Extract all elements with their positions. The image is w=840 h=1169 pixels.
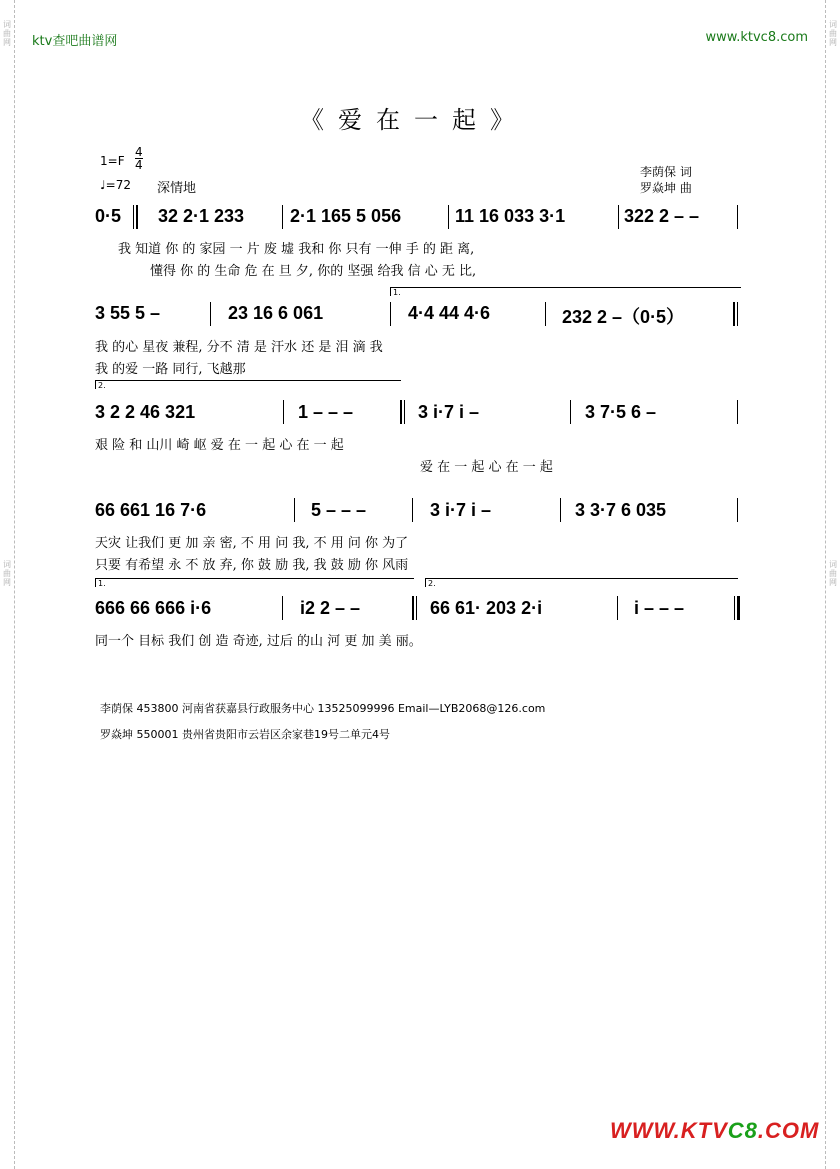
- site-logo[interactable]: WWW.KTVC8.COM: [610, 1118, 820, 1143]
- lyric-verse-2: 只要 有希望 永 不 放 弃, 你 鼓 励 我, 我 鼓 励 你 风雨: [95, 558, 409, 573]
- barline: [737, 400, 738, 424]
- repeat-start-barline: [404, 400, 405, 424]
- barline: [560, 498, 561, 522]
- final-barline: [737, 596, 740, 620]
- measure: 2·1 165 5 056: [290, 206, 402, 226]
- composer-credit: 罗焱坤 曲: [640, 181, 692, 195]
- composer-contact: 罗焱坤 550001 贵州省贵阳市云岩区余家巷19号二单元4号: [100, 728, 390, 741]
- lyric-verse-1: 天灾 让我们 更 加 亲 密, 不 用 问 我, 不 用 问 你 为了: [95, 536, 409, 551]
- repeat-start-barline: [400, 400, 402, 424]
- side-watermark: 词曲网: [829, 560, 837, 587]
- quarter-note-icon: ♩: [100, 178, 106, 192]
- measure: i2 2 – –: [300, 598, 361, 618]
- measure: 322 2 – –: [624, 206, 700, 226]
- side-watermark: 词曲网: [3, 20, 11, 47]
- song-title: 《爱在一起》: [300, 106, 528, 134]
- measure: 4·4 44 4·6: [408, 303, 491, 323]
- expression-marking: 深情地: [157, 181, 197, 196]
- repeat-end-barline: [737, 302, 738, 326]
- key-signature: 1=F: [100, 154, 125, 168]
- measure: 3 3·7 6 035: [575, 500, 667, 520]
- volta-bracket-2: 2.: [95, 380, 401, 389]
- repeat-start-barline: [136, 205, 138, 229]
- barline: [448, 205, 449, 229]
- measure: 1 – – –: [298, 402, 354, 422]
- measure: 0·5: [95, 206, 122, 226]
- volta-bracket-1: 1.: [95, 578, 414, 587]
- barline: [282, 205, 283, 229]
- measure: 66 61· 203 2·i: [430, 598, 543, 618]
- repeat-end-barline: [733, 302, 735, 326]
- barline: [294, 498, 295, 522]
- header-site-name: ktv查吧曲谱网: [32, 34, 118, 49]
- measure: 3 2 2 46 321: [95, 402, 196, 422]
- barline: [545, 302, 546, 326]
- measure: 23 16 6 061: [228, 303, 324, 323]
- side-watermark: 词曲网: [829, 20, 837, 47]
- tempo-marking: ♩=72: [100, 178, 131, 192]
- lyric-verse-2: 爱 在 一 起 心 在 一 起: [420, 460, 553, 475]
- time-signature: 4 4: [135, 145, 143, 172]
- barline: [210, 302, 211, 326]
- lyric-verse-2: 我 的爱 一路 同行, 飞越那: [95, 362, 246, 377]
- lyricist-credit: 李荫保 词: [640, 165, 692, 179]
- final-barline: [734, 596, 735, 620]
- barline: [390, 302, 391, 326]
- measure: 3 i·7 i –: [418, 402, 480, 422]
- repeat-end-barline: [416, 596, 417, 620]
- barline: [618, 205, 619, 229]
- measure: 32 2·1 233: [158, 206, 245, 226]
- barline: [617, 596, 618, 620]
- measure: 3 7·5 6 –: [585, 402, 657, 422]
- barline: [283, 400, 284, 424]
- barline: [282, 596, 283, 620]
- volta-bracket-1: 1.: [390, 287, 741, 296]
- measure: 66 661 16 7·6: [95, 500, 207, 520]
- lyric-verse-1: 艰 险 和 山川 崎 岖 爱 在 一 起 心 在 一 起: [95, 438, 344, 453]
- measure: 232 2 –（0·5）: [562, 307, 685, 327]
- barline: [570, 400, 571, 424]
- lyric-verse-1: 同一个 目标 我们 创 造 奇迹, 过后 的山 河 更 加 美 丽。: [95, 634, 422, 649]
- barline: [737, 498, 738, 522]
- repeat-end-barline: [412, 596, 414, 620]
- repeat-start-barline: [133, 205, 134, 229]
- barline: [412, 498, 413, 522]
- volta-bracket-2: 2.: [425, 578, 738, 587]
- barline: [737, 205, 738, 229]
- lyric-verse-2: 懂得 你 的 生命 危 在 旦 夕, 你的 坚强 给我 信 心 无 比,: [150, 264, 477, 279]
- lyric-verse-1: 我 知道 你 的 家园 一 片 废 墟 我和 你 只有 一伸 手 的 距 离,: [118, 242, 475, 257]
- side-watermark: 词曲网: [3, 560, 11, 587]
- measure: i – – –: [634, 598, 685, 618]
- lyric-verse-1: 我 的心 星夜 兼程, 分不 清 是 汗水 还 是 泪 滴 我: [95, 340, 383, 355]
- lyricist-contact: 李荫保 453800 河南省获嘉县行政服务中心 13525099996 Email—LYB2068@126.com: [100, 702, 546, 715]
- measure: 3 i·7 i –: [430, 500, 492, 520]
- measure: 666 66 666 i·6: [95, 598, 212, 618]
- header-site-url[interactable]: www.ktvc8.com: [705, 30, 808, 45]
- measure: 3 55 5 –: [95, 303, 161, 323]
- measure: 11 16 033 3·1: [455, 206, 566, 226]
- measure: 5 – – –: [311, 500, 367, 520]
